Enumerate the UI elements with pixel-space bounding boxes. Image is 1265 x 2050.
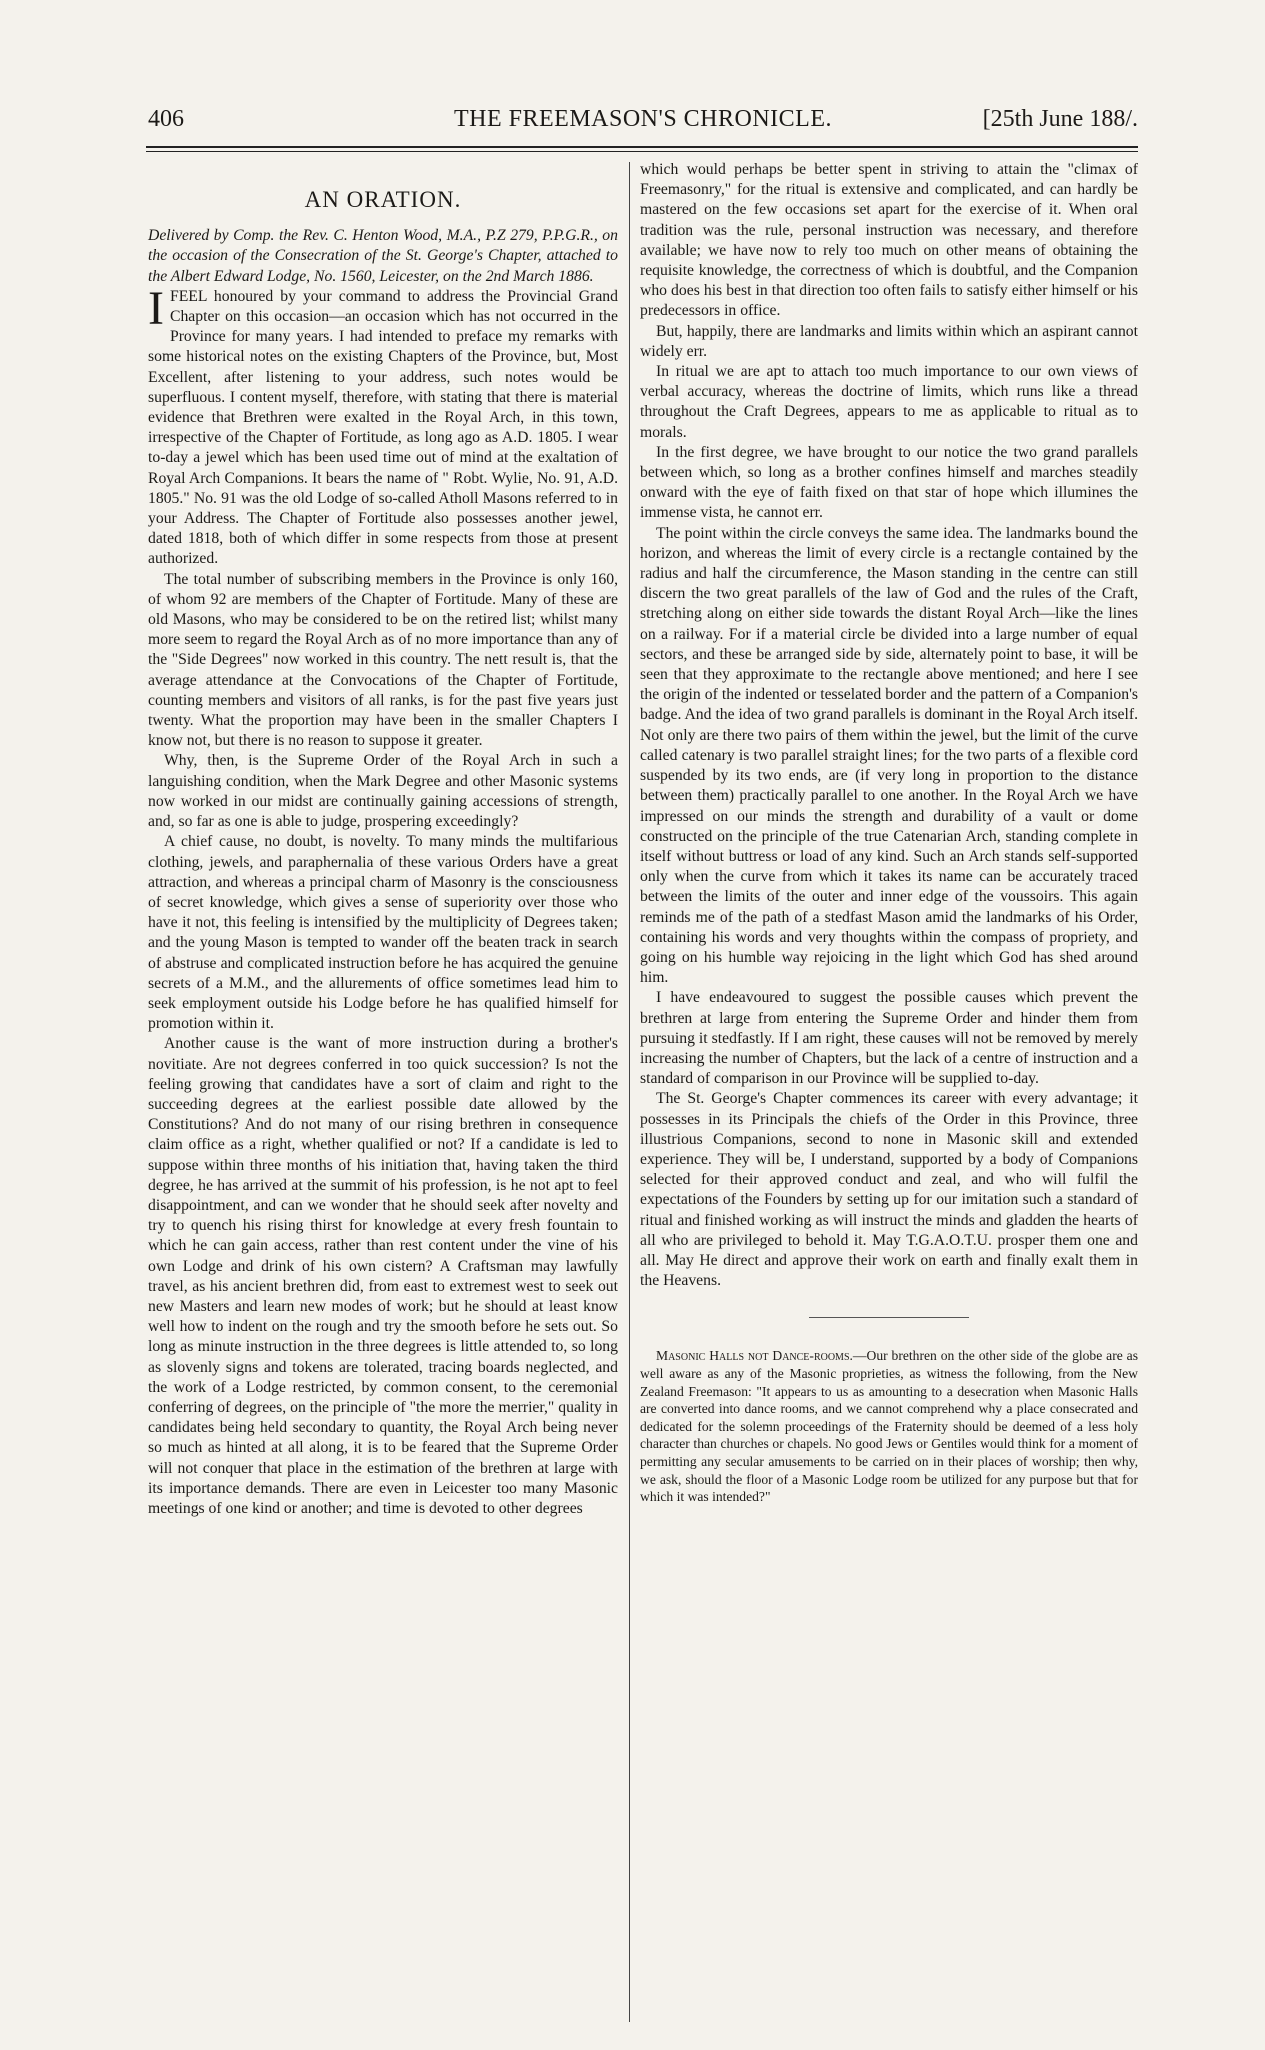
section-separator [809,1317,969,1319]
article-byline: Delivered by Comp. the Rev. C. Henton Wood, M.A., P.Z 279, P.P.G.R., on the occasion of the Consecration of the St. George's Chapter, attached to the Albert Edward Lodge, No. 1560, Leicester, on the 2nd March 1886. [148,227,618,285]
paragraph: Another cause is the want of more instruction during a brother's novitiate. Are not degrees conferred in too quick succession? Is not the feeling growing that candidates have a sort of claim and right to the succeeding degrees at the earliest possible date allowed by the Constitutions? And do not many of our rising brethren in consequence claim office as a right, whether qualified or not? If a candidate is led to suppose within three months of his initiation that, having taken the third degree, he has arrived at the summit of his profession, is he not apt to feel disappointment, and can we wonder that he should seek after novelty and try to quench his rising thirst for knowledge at every fresh fountain to which he can gain access, rather than rest content under the vine of his own Lodge and drink of his own cistern? A Craftsman may lawfully travel, as his ancient brethren did, from east to extremest west to seek out new Masters and learn new modes of work; but he should at least know well how to indent on the rough and try the smooth before he sets out. So long as minute instruction in the three degrees is little attended to, so long as slovenly signs and tokens are tolerated, tracing boards neglected, and the work of a Lodge restricted, by common consent, to the ceremonial conferring of degrees, on the principle of "the more the merrier," quality in candidates being held secondary to quantity, the Royal Arch being never so much as hinted at all along, it is to be feared that the Supreme Order will not conquer that place in the estimation of the brethren at large with its importance demands. There are even in Leicester too many Masonic meetings of one kind or another; and time is devoted to other degrees [148,1035,618,1517]
article-title: AN ORATION. [304,187,462,212]
paragraph: The St. George's Chapter commences its career with every advantage; it possesses in its Principals the chiefs of the Order in this Province, three illustrious Companions, second to none in Masonic skill and extended experience. They will be, I understand, supported by a body of Companions selected for their approved conduct and zeal, and who will fulfil the expectations of the Founders by setting up for our imitation such a standard of ritual and finished working as will instruct the minds and gladden the hearts of all who are privileged to behold it. May T.G.A.O.T.U. prosper them one and all. May He direct and approve their work on earth and finally exalt them in the Heavens. [640,1090,1138,1290]
header-rule [146,146,1138,148]
paragraph: But, happily, there are landmarks and limits within which an aspirant cannot widely err. [640,322,1138,360]
note-text: —Our brethren on the other side of the globe are as well aware as any of the Masonic proprieties, as witness the following, from the New Zealand Freemason: "It appears to us as amounting to a desecration when Masonic Halls are converted into dance rooms, and we cannot comprehend why a place consecrated and dedicated for the solemn proceedings of the Fraternity should be deemed of a less holy character than churches or chapels. No good Jews or Gentiles would think for a moment of permitting any secular amusements to be carried on in their places of worship; then why, we ask, should the floor of a Masonic Lodge room be utilized for any purpose but that for which it was intended?" [640,1348,1138,1505]
paragraph: The point within the circle conveys the same idea. The landmarks bound the horizon, and whereas the limit of every circle is a rectangle contained by the radius and half the circumference, the Mason standing in the centre can still discern the two great parallels of the law of God and the rules of the Craft, stretching along on either side towards the distant Royal Arch—like the lines on a railway. For if a material circle be divided into a large number of equal sectors, and these be arranged side by side, alternately point to base, it will be seen that they approximate to the rectangle above mentioned; and here I see the origin of the indented or tesselated border and the pattern of a Companion's badge. And the idea of two grand parallels is dominant in the Royal Arch itself. Not only are there two pairs of them within the jewel, but the limit of the curve called catenary is two parallel straight lines; for the two parts of a flexible cord suspended by its two ends, are (if very long in proportion to the distance between them) practically parallel to one another. In the Royal Arch we have impressed on our minds the strength and durability of a vault or dome constructed on the principle of the true Catenarian Arch, standing complete in itself without buttress or load of any kind. Such an Arch stands self-supported only when the curve from which it takes its name can be accurately traced between the limits of the outer and inner edge of the voussoirs. This again reminds me of the path of a stedfast Mason amid the landmarks of his Order, containing his words and very thoughts within the compass of propriety, and going on his humble way rejoicing in the light which God has shed around him. [640,524,1138,987]
paragraph: In the first degree, we have brought to our notice the two grand parallels between which, so long as a brother confines himself and marches steadily onward with the eye of faith fixed on that star of hope which illumines the immense vista, he cannot err. [640,443,1138,522]
issue-date: [25th June 188/. [982,106,1138,132]
paragraph: IFEEL honoured by your command to address the Provincial Grand Chapter on this occasion—an occasion which has not occurred in the Province for many years. I had intended to preface my remarks with some historical notes on the existing Chapters of the Province, but, Most Excellent, after listening to your address, such notes would be superfluous. I content myself, therefore, with stating that there is material evidence that Brethren were exalted in the Royal Arch, in this town, irrespective of the Chapter of Fortitude, as long ago as A.D. 1805. I wear to-day a jewel which has been used time out of mind at the exaltation of Royal Arch Companions. It bears the name of " Robt. Wylie, No. 91, A.D. 1805." No. 91 was the old Lodge of so-called Atholl Masons referred to in your Address. The Chapter of Fortitude also possesses another jewel, dated 1818, both of which differ in some respects from those at present authorized. [148,281,618,568]
page-number: 406 [148,106,184,132]
paragraph: I have endeavoured to suggest the possible causes which prevent the brethren at large from entering the Supreme Order and hinder them from pursuing it stedfastly. If I am right, these causes will not be removed by merely increasing the number of Chapters, but the lack of a centre of instruction and a standard of comparison in our Province will be supplied to-day. [640,989,1138,1088]
publication-title: THE FREEMASON'S CHRONICLE. [453,106,832,132]
paragraph: which would perhaps be better spent in striving to attain the "climax of Freemasonry," for the ritual is extensive and complicated, and can hardly be mastered on the few occasions set apart for the exercise of it. When oral tradition was the rule, personal instruction was necessary, and therefore available; we have now to rely too much on other means of obtaining the requisite knowledge, the correctness of which is doubtful, and the Companion who does his best in that direction too often fails to satisfy either himself or his predecessors in office. [640,161,1138,320]
drop-cap: I [148,281,164,335]
note-paragraph [640,1347,1138,1505]
right-column [640,160,1138,1506]
left-column [148,160,618,1519]
paragraph: In ritual we are apt to attach too much importance to our own views of verbal accuracy, whereas the doctrine of limits, which runs like a thread throughout the Craft Degrees, appears to me as applicable to ritual as to morals. [640,363,1138,441]
paragraph: Why, then, is the Supreme Order of the Royal Arch in such a languishing condition, when the Mark Degree and other Masonic systems now worked in our midst are continually gaining accessions of strength, and, so far as one is able to judge, prospering exceedingly? [148,752,618,831]
news-note [640,1347,1138,1505]
column-divider [629,162,630,2022]
header-rule-thin [146,151,1138,152]
paragraph: The total number of subscribing members in the Province is only 160, of whom 92 are members of the Chapter of Fortitude. Many of these are old Masons, who may be considered to be on the retired list; whilst many more seem to regard the Royal Arch as of no more importance than any of the "Side Degrees" now worked in this country. The nett result is, that the average attendance at the Convocations of the Chapter of Fortitude, counting members and visitors of all ranks, is for the past five years just twenty. What the proportion may have been in the smaller Chapters I know not, but there is no reason to suppose it greater. [148,570,618,750]
page-header [148,106,1138,142]
paragraph: A chief cause, no doubt, is novelty. To many minds the multifarious clothing, jewels, and paraphernalia of these various Orders have a great attraction, and whereas a principal charm of Masonry is the consciousness of secret knowledge, which gives a sense of superiority over those who have it not, this feeling is intensified by the multiplicity of Degrees taken; and the young Mason is tempted to wander off the beaten track in search of abstruse and complicated instruction before he has acquired the genuine secrets of a M.M., and the allurements of office sometimes lead him to seek employment outside his Lodge before he has qualified himself for promotion within it. [148,833,618,1033]
note-heading: Masonic Halls not Dance-rooms. [656,1348,853,1364]
